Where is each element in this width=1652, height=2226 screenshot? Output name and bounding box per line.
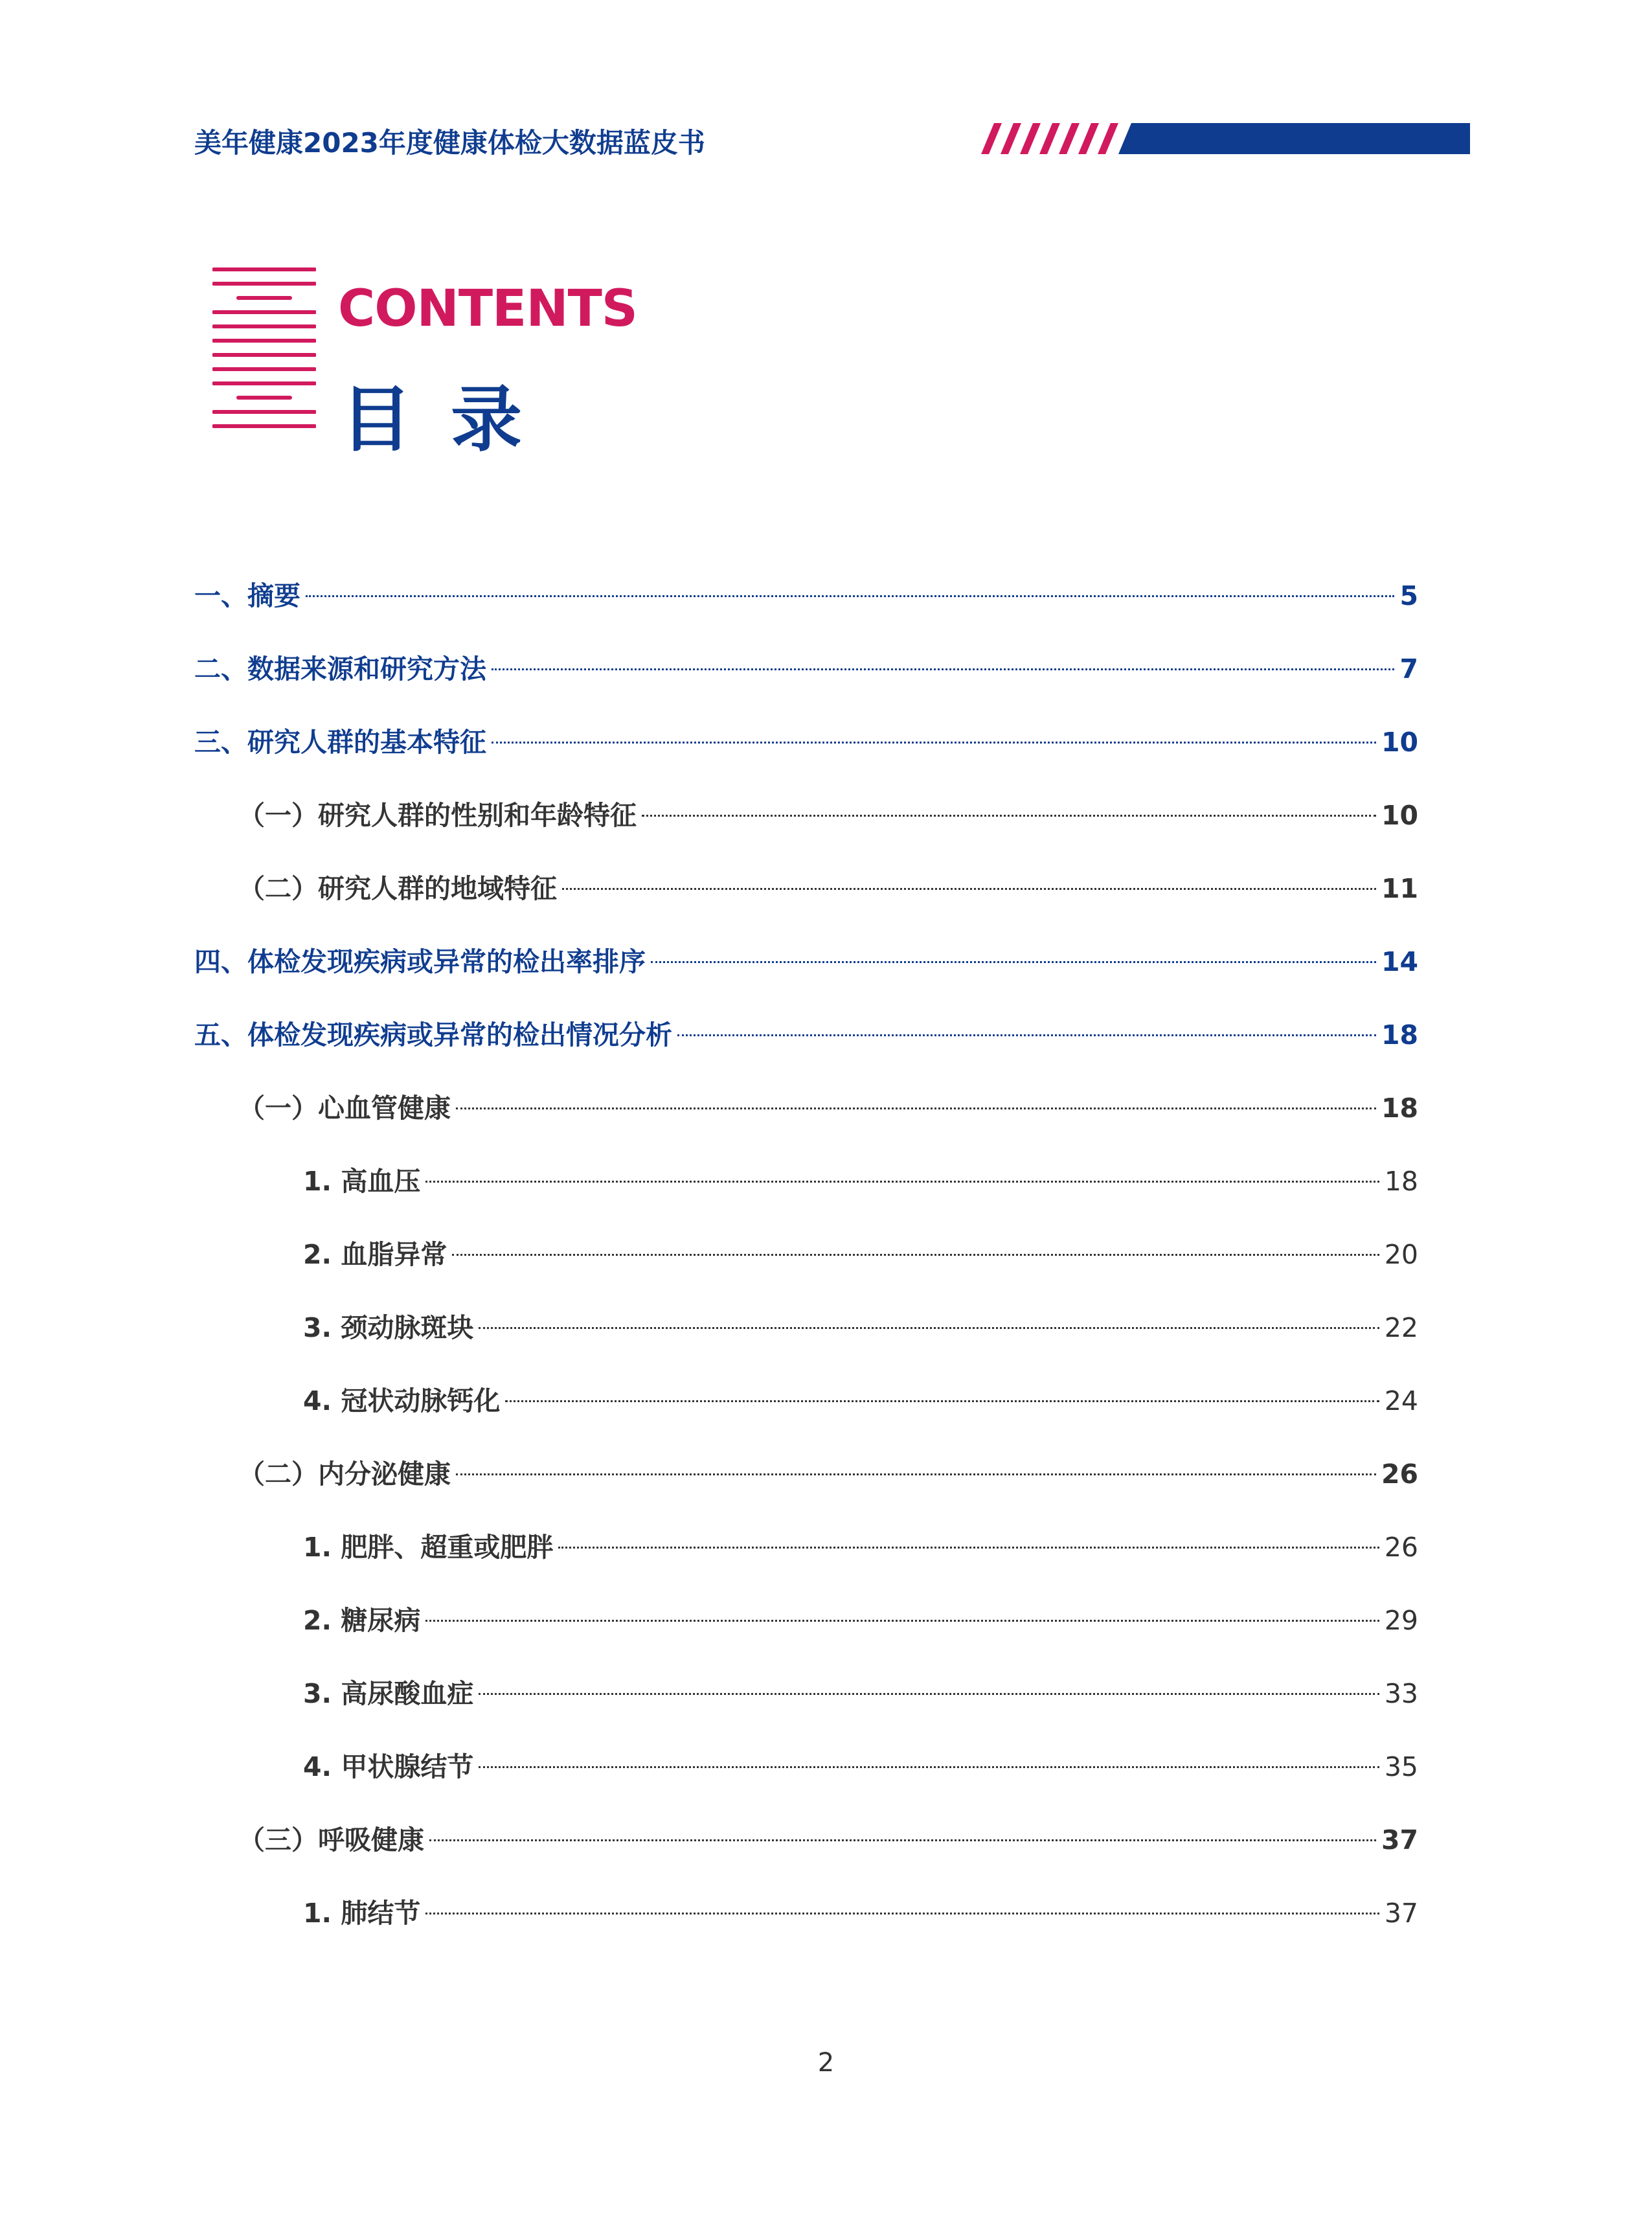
header-stripe-bar-icon — [975, 123, 1470, 154]
toc-entry[interactable] — [238, 796, 1418, 835]
toc-entry-page: 14 — [1381, 946, 1418, 977]
toc-entry-page: 26 — [1381, 1459, 1418, 1490]
toc-entry-title: 2. 糖尿病 — [303, 1605, 421, 1636]
toc-dot-leader — [642, 815, 1376, 817]
toc-entry-page: 18 — [1384, 1166, 1418, 1197]
toc-entry-page: 33 — [1384, 1678, 1418, 1709]
toc-dot-leader — [425, 1620, 1379, 1622]
toc-entry[interactable] — [303, 1528, 1418, 1567]
toc-entry[interactable] — [194, 723, 1418, 762]
report-title: 美年健康2023年度健康体检大数据蓝皮书 — [194, 127, 705, 159]
toc-dot-leader — [425, 1913, 1379, 1914]
toc-entry-page: 37 — [1381, 1824, 1418, 1856]
toc-dot-leader — [492, 668, 1394, 670]
toc-entry-page: 5 — [1399, 580, 1418, 611]
toc-entry-title: 五、体检发现疾病或异常的检出情况分析 — [194, 1019, 672, 1051]
toc-entry-page: 20 — [1384, 1239, 1418, 1270]
toc-entry[interactable] — [303, 1162, 1418, 1201]
toc-entry-title: 4. 冠状动脉钙化 — [303, 1385, 501, 1416]
toc-dot-leader — [479, 1766, 1379, 1768]
toc-entry-title: 三、研究人群的基本特征 — [194, 727, 486, 758]
toc-dot-leader — [425, 1181, 1379, 1183]
toc-dot-leader — [452, 1254, 1379, 1256]
toc-entry-page: 29 — [1384, 1605, 1418, 1636]
toc-dot-leader — [456, 1473, 1376, 1475]
toc-entry-title: 2. 血脂异常 — [303, 1239, 447, 1270]
toc-dot-leader — [429, 1839, 1376, 1841]
toc-entry-page: 7 — [1399, 653, 1418, 685]
toc-entry-title: 二、数据来源和研究方法 — [194, 653, 486, 685]
toc-entry-page: 26 — [1384, 1532, 1418, 1563]
toc-entry-title: 4. 甲状腺结节 — [303, 1751, 474, 1782]
toc-entry[interactable] — [238, 1089, 1418, 1128]
toc-entry[interactable] — [303, 1747, 1418, 1786]
toc-entry[interactable] — [194, 650, 1418, 688]
contents-heading-cn: 目录 — [341, 378, 561, 461]
toc-entry[interactable] — [194, 576, 1418, 615]
toc-dot-leader — [479, 1327, 1379, 1329]
toc-entry-page: 24 — [1384, 1385, 1418, 1416]
toc-entry[interactable] — [303, 1381, 1418, 1420]
toc-entry-title: （二）研究人群的地域特征 — [238, 873, 557, 904]
toc-entry-page: 18 — [1381, 1019, 1418, 1051]
toc-dot-leader — [492, 742, 1376, 744]
toc-entry[interactable] — [194, 1016, 1418, 1054]
toc-entry-title: （一）心血管健康 — [238, 1093, 451, 1124]
page-number: 2 — [817, 2048, 835, 2078]
toc-entry[interactable] — [303, 1601, 1418, 1640]
toc-dot-leader — [456, 1107, 1376, 1109]
toc-dot-leader — [651, 961, 1376, 963]
contents-heading-en: CONTENTS — [338, 280, 637, 338]
toc-entry-page: 18 — [1381, 1093, 1418, 1124]
toc-entry-page: 11 — [1381, 873, 1418, 904]
toc-dot-leader — [306, 595, 1394, 597]
toc-entry[interactable] — [303, 1674, 1418, 1713]
toc-dot-leader — [505, 1400, 1379, 1402]
toc-entry-page: 22 — [1384, 1312, 1418, 1343]
toc-entry[interactable] — [303, 1894, 1418, 1933]
toc-entry-page: 35 — [1384, 1751, 1418, 1782]
toc-entry[interactable] — [238, 1455, 1418, 1493]
toc-entry-title: （二）内分泌健康 — [238, 1459, 451, 1490]
toc-dot-leader — [479, 1693, 1379, 1695]
toc-entry-title: 3. 高尿酸血症 — [303, 1678, 474, 1709]
toc-dot-leader — [677, 1034, 1376, 1036]
toc-entry-page: 10 — [1381, 727, 1418, 758]
toc-entry[interactable] — [194, 942, 1418, 981]
toc-entry-title: 1. 肺结节 — [303, 1898, 421, 1929]
toc-entry-title: 一、摘要 — [194, 580, 300, 611]
toc-dot-leader — [558, 1547, 1379, 1549]
toc-entry[interactable] — [303, 1235, 1418, 1274]
contents-lines-icon — [212, 264, 316, 439]
toc-entry-title: 3. 颈动脉斑块 — [303, 1312, 474, 1343]
toc-entry-page: 37 — [1384, 1898, 1418, 1929]
toc-entry-page: 10 — [1381, 800, 1418, 831]
toc-entry-title: （一）研究人群的性别和年龄特征 — [238, 800, 637, 831]
toc-entry[interactable] — [238, 1821, 1418, 1859]
toc-dot-leader — [562, 888, 1376, 890]
toc-entry-title: 四、体检发现疾病或异常的检出率排序 — [194, 946, 646, 977]
toc-entry-title: 1. 高血压 — [303, 1166, 421, 1197]
toc-entry[interactable] — [303, 1308, 1418, 1347]
toc-entry-title: （三）呼吸健康 — [238, 1824, 424, 1856]
toc-entry-title: 1. 肥胖、超重或肥胖 — [303, 1532, 554, 1563]
toc-entry[interactable] — [238, 869, 1418, 908]
